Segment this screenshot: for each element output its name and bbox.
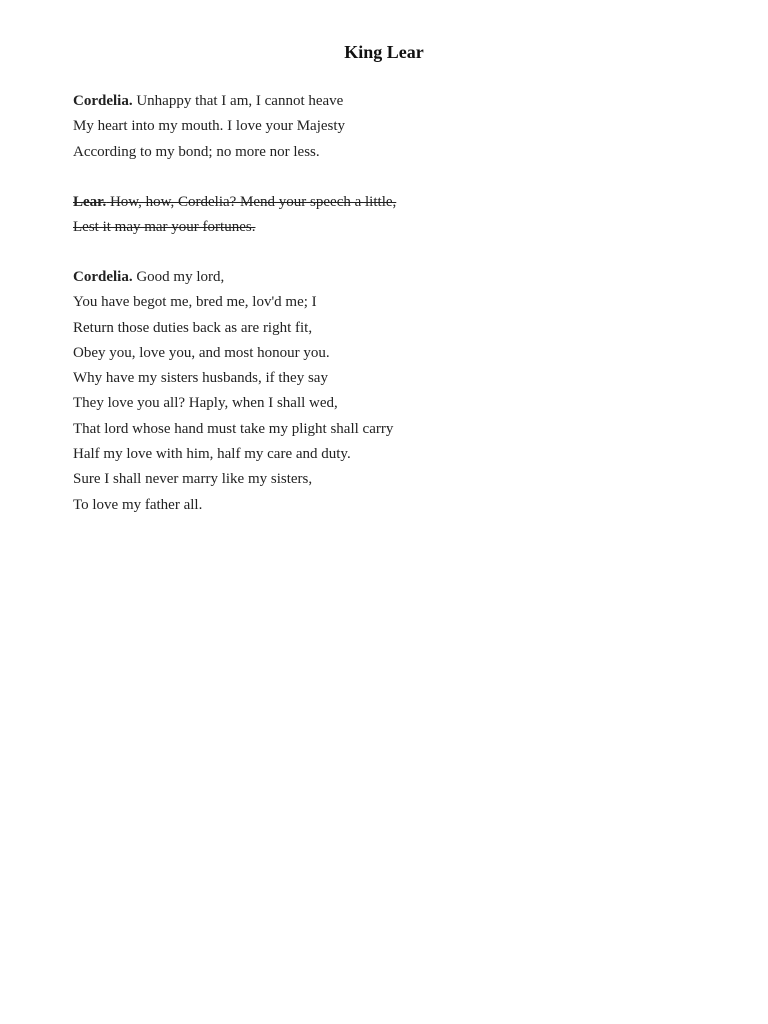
speech-line: Half my love with him, half my care and duty. [73, 446, 351, 463]
speech-line: Obey you, love you, and most honour you. [73, 344, 330, 361]
speaker-name: Cordelia. [73, 93, 133, 109]
speech-line: My heart into my mouth. I love your Majesty [73, 118, 346, 135]
speech-line [73, 89, 345, 114]
speaker-name: Cordelia. [73, 269, 133, 285]
speech-line [73, 265, 393, 290]
line-text: Good my lord, [136, 269, 225, 285]
speech-line: To love my father all. [73, 496, 203, 513]
line-text: How, how, Cordelia? Mend your speech a little, [109, 194, 397, 210]
speech-lear-struck [73, 190, 396, 241]
speech-line: They love you all? Haply, when I shall wed, [73, 395, 338, 412]
speech-line [73, 190, 396, 215]
page-title: King Lear [344, 42, 424, 62]
speech-line: Lest it may mar your fortunes. [73, 219, 256, 236]
speech-cordelia-1 [73, 89, 345, 165]
speech-line: Sure I shall never marry like my sisters, [73, 471, 313, 488]
speech-line: You have begot me, bred me, lov'd me; I [73, 294, 317, 311]
line-text: Unhappy that I am, I cannot heave [136, 93, 344, 109]
speech-line: According to my bond; no more nor less. [73, 143, 320, 160]
speech-line: That lord whose hand must take my plight shall carry [73, 420, 394, 437]
speaker-name: Lear. [73, 194, 107, 210]
speech-cordelia-2 [73, 265, 393, 518]
speech-line: Return those duties back as are right fit, [73, 319, 313, 336]
speech-line: Why have my sisters husbands, if they say [73, 370, 328, 387]
